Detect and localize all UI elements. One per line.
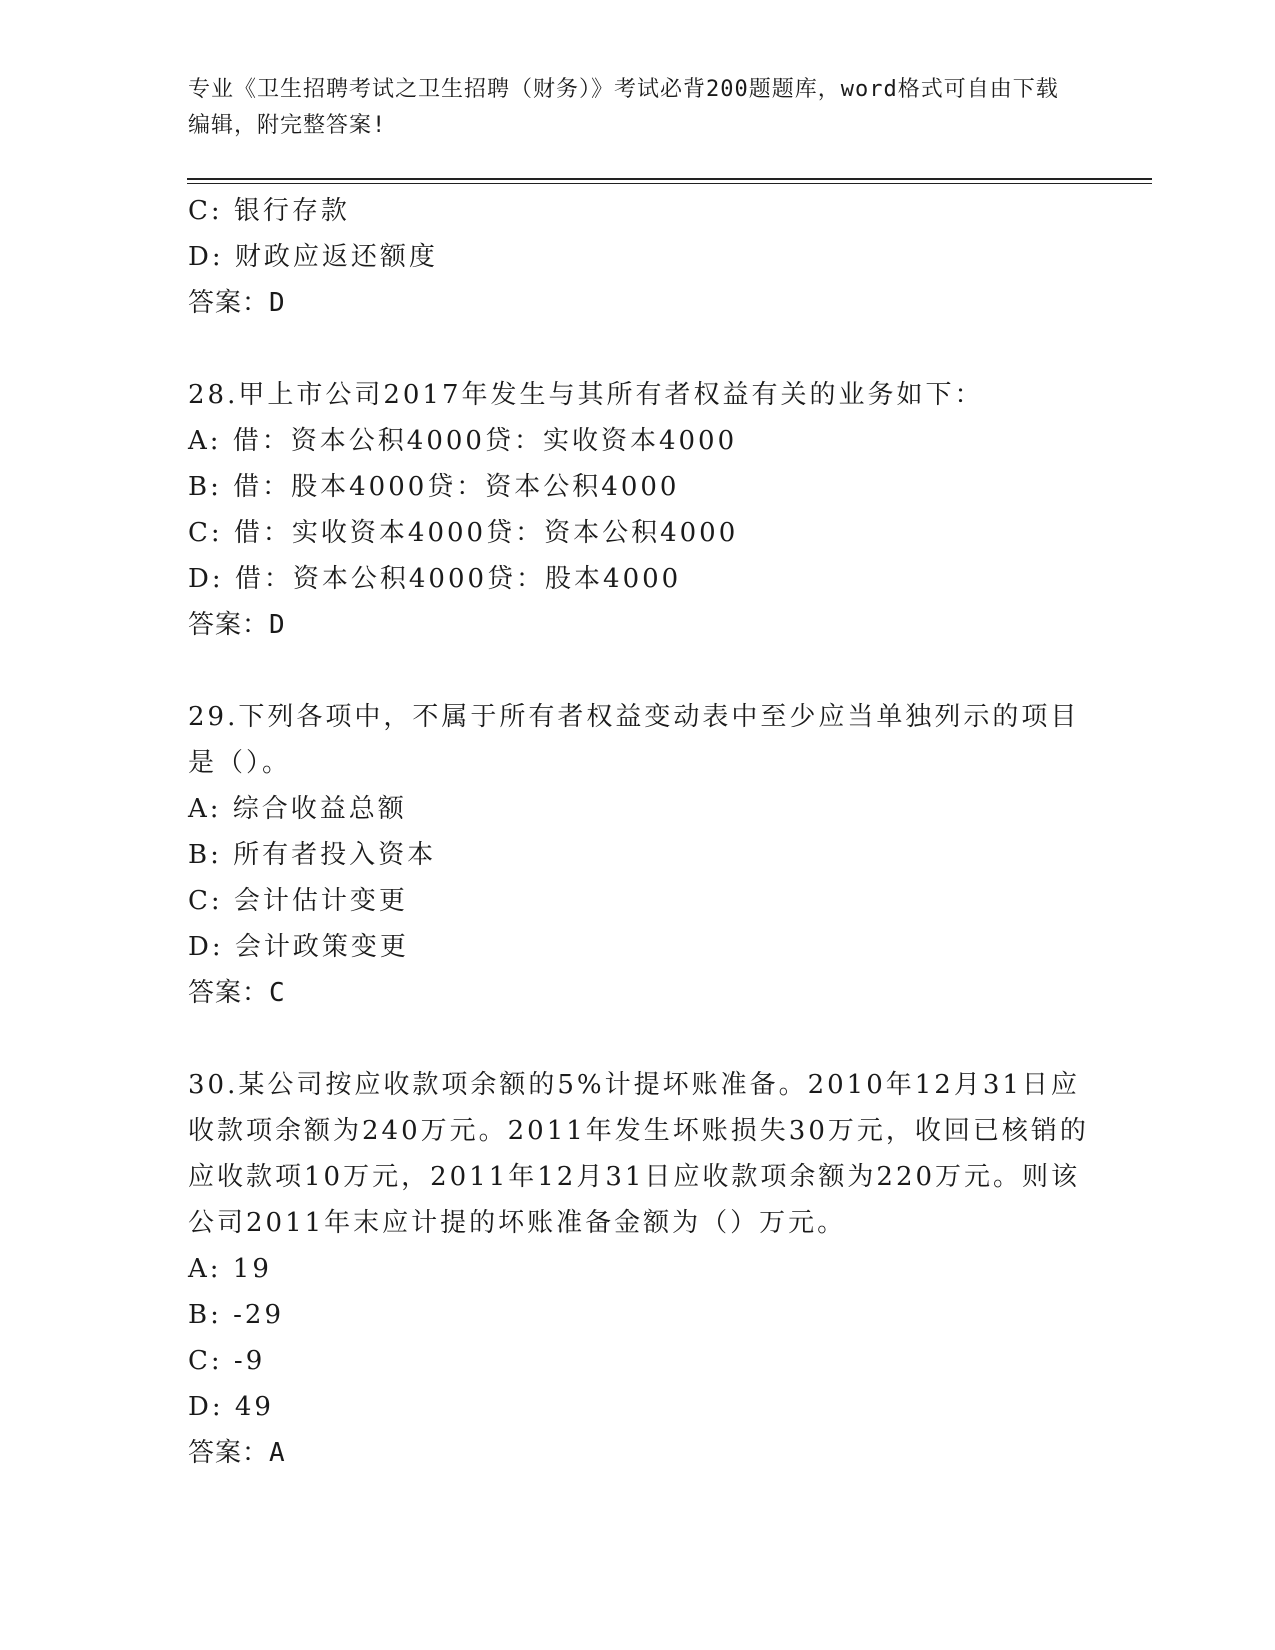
- option-d: D: 借：资本公积4000贷：股本4000: [188, 564, 682, 594]
- spacer: [188, 326, 1088, 372]
- option-d: D: 财政应返还额度: [188, 242, 438, 272]
- question-stem-line-2: 是（）。: [188, 748, 292, 778]
- question-stem: 28.甲上市公司2017年发生与其所有者权益有关的业务如下：: [188, 380, 984, 410]
- option-b: B: 所有者投入资本: [188, 840, 437, 870]
- previous-question: [188, 188, 1088, 326]
- question-stem-line-1: 30.某公司按应收款项余额的5%计提坏账准备。2010年12月31日应: [188, 1070, 1080, 1100]
- option-b: B: 借：股本4000贷：资本公积4000: [188, 472, 680, 502]
- header-rule-thick: [187, 178, 1152, 180]
- answer-line: 答案：D: [188, 610, 286, 640]
- answer-line: 答案：A: [188, 1438, 286, 1468]
- question-30: [188, 1062, 1088, 1476]
- answer-line: 答案：C: [188, 978, 286, 1008]
- option-a: A: 综合收益总额: [188, 794, 407, 824]
- question-29: [188, 694, 1088, 1016]
- question-stem-line-3: 应收款项10万元，2011年12月31日应收款项余额为220万元。则该: [188, 1162, 1081, 1192]
- spacer: [188, 648, 1088, 694]
- option-d: D: 会计政策变更: [188, 932, 409, 962]
- option-a: A: 19: [188, 1254, 272, 1284]
- document-header: 专业《卫生招聘考试之卫生招聘（财务）》考试必背200题题库，word格式可自由下载编辑，附完整答案!: [188, 77, 1059, 138]
- answer-line: 答案：D: [188, 288, 286, 318]
- question-stem-line-4: 公司2011年末应计提的坏账准备金额为（）万元。: [188, 1208, 847, 1238]
- question-stem-line-1: 29.下列各项中，不属于所有者权益变动表中至少应当单独列示的项目: [188, 702, 1080, 732]
- option-b: B: -29: [188, 1300, 284, 1330]
- header-rule-thin: [187, 183, 1152, 184]
- spacer: [188, 1016, 1088, 1062]
- option-c: C: 借：实收资本4000贷：资本公积4000: [188, 518, 739, 548]
- option-c: C: 银行存款: [188, 196, 350, 226]
- question-stem-line-2: 收款项余额为240万元。2011年发生坏账损失30万元，收回已核销的: [188, 1116, 1089, 1146]
- document-body: [188, 188, 1088, 1476]
- option-c: C: 会计估计变更: [188, 886, 408, 916]
- option-a: A: 借：资本公积4000贷：实收资本4000: [188, 426, 738, 456]
- question-28: [188, 372, 1088, 648]
- option-d: D: 49: [188, 1392, 274, 1422]
- option-c: C: -9: [188, 1346, 266, 1376]
